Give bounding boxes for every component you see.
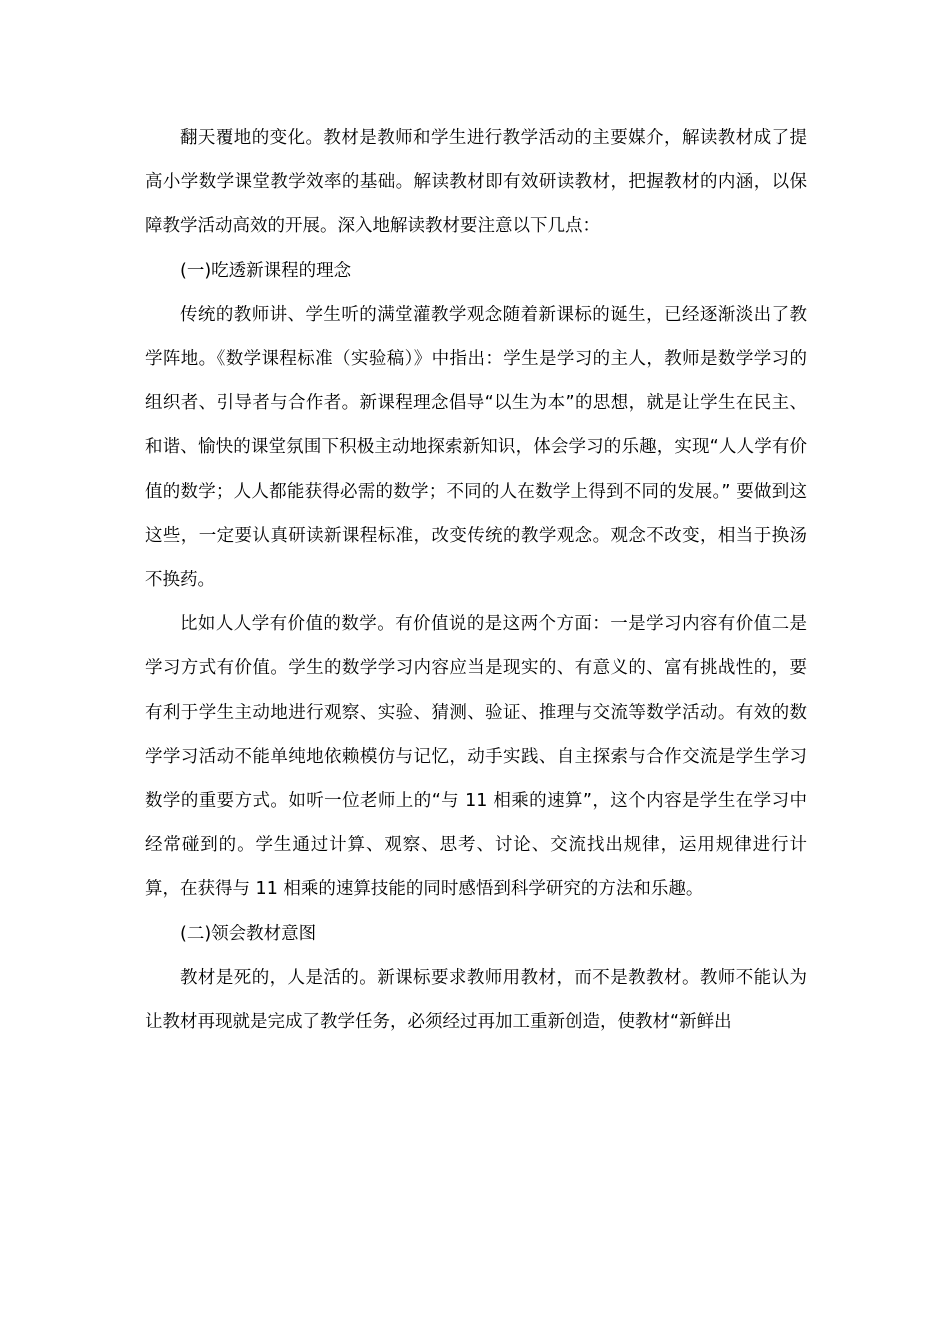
paragraph-3: 比如人人学有价值的数学。有价值说的是这两个方面：一是学习内容有价值二是学习方式有价值。学生的数学学习内容应当是现实的、有意义的、富有挑战性的，要有利于学生主动地进行观察、实验、猜测、验证、推理与交流等数学活动。有效的数学学习活动不能单纯地依赖模仿与记忆，动手实践、自主探索与合作交流是学生学习数学的重要方式。如听一位老师上的“与 11 相乘的速算”，这个内容是学生在学习中经常碰到的。学生通过计算、观察、思考、讨论、交流找出规律，运用规律进行计算，在获得与 11 相乘的速算技能的同时感悟到科学研究的方法和乐趣。 (145, 614, 807, 900)
paragraph-1: 翻天覆地的变化。教材是教师和学生进行教学活动的主要媒介，解读教材成了提高小学数学课堂教学效率的基础。解读教材即有效研读教材，把握教材的内涵，以保障教学活动高效的开展。深入地解读教材要注意以下几点： (145, 128, 807, 237)
document-body (145, 116, 807, 1044)
section-heading-2: (二)领会教材意图 (180, 923, 317, 944)
paragraph-2: 传统的教师讲、学生听的满堂灌教学观念随着新课标的诞生，已经逐渐淡出了教学阵地。《数学课程标准（实验稿）》中指出：学生是学习的主人，教师是数学学习的组织者、引导者与合作者。新课程理念倡导“以生为本”的思想，就是让学生在民主、和谐、愉快的课堂氛围下积极主动地探索新知识，体会学习的乐趣，实现“人人学有价值的数学；人人都能获得必需的数学；不同的人在数学上得到不同的发展。” 要做到这这些，一定要认真研读新课程标准，改变传统的教学观念。观念不改变，相当于换汤不换药。 (145, 304, 807, 591)
section-heading-1: (一)吃透新课程的理念 (180, 260, 352, 281)
paragraph-4: 教材是死的，人是活的。新课标要求教师用教材，而不是教教材。教师不能认为让教材再现就是完成了教学任务，必须经过再加工重新创造，使教材“新鲜出 (145, 967, 807, 1033)
